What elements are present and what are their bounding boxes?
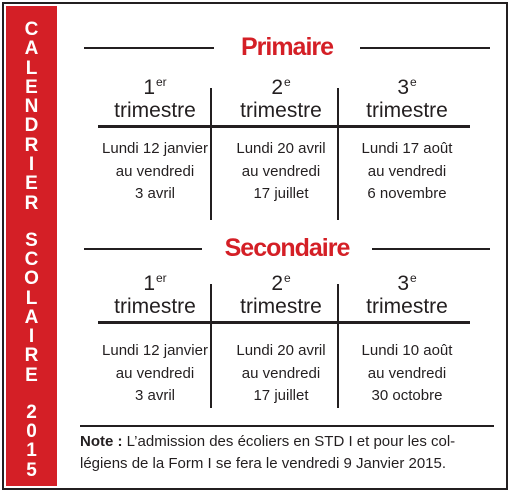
calendar-content [62,0,502,493]
sidebar-letter: I [28,154,35,176]
primaire-heading: Primaire [240,33,334,61]
sidebar-letter: E [25,364,38,386]
primaire-dates-1 [92,138,218,206]
note-label: Note : [80,433,123,450]
sidebar-letter: A [24,38,39,60]
date-line: 3 avril [134,185,175,202]
date-line: Lundi 12 janvier [102,342,208,359]
date-line: Lundi 17 août [361,140,453,157]
primaire-dates-2 [218,138,344,206]
sidebar-letter: E [25,173,38,195]
secondaire-rule-right [372,248,490,250]
sidebar-letter: 5 [26,459,37,481]
term-word: trimestre [366,295,448,318]
sidebar-letter: A [24,306,39,328]
term-number: 3e [397,75,417,99]
primaire-header-rule [98,125,470,128]
sidebar-letter: O [24,268,39,290]
note-line-2: légiens de la Form I se fera le vendredi 9 Janvier 2015. [80,455,447,472]
date-line: Lundi 12 janvier [102,140,208,157]
date-line: au vendredi [241,162,321,180]
sidebar-letter: R [24,134,39,156]
date-line: 17 juillet [253,185,309,202]
sidebar-letter: C [24,19,39,40]
secondaire-dates-3 [344,340,470,408]
secondaire-term-1 [92,271,218,318]
primaire-dates-3 [344,138,470,206]
secondaire-header-rule [98,321,470,324]
note-line-1 [80,431,500,453]
primaire-term-1 [92,75,218,122]
sidebar-title [6,20,57,480]
sidebar-letter: 0 [26,421,37,443]
secondaire-dates-1 [92,340,218,408]
term-word: trimestre [114,295,196,318]
term-number: 2e [271,271,291,295]
sidebar-letter [6,385,57,403]
secondaire-heading: Secondaire [224,234,350,262]
sidebar-letter [6,213,57,231]
date-line: 3 avril [134,387,175,404]
sidebar-letter: R [24,192,39,214]
secondaire-term-3 [344,271,470,318]
term-word: trimestre [240,295,322,318]
term-word: trimestre [366,99,448,122]
secondaire-header [84,233,490,263]
date-line: au vendredi [367,162,447,180]
date-line: 30 octobre [371,387,443,404]
primaire-header [84,32,490,62]
term-number: 3e [397,271,417,295]
date-line: Lundi 20 avril [236,140,326,157]
secondaire-dates-2 [218,340,344,408]
sidebar-letter: L [25,57,38,79]
sidebar-letter: 2 [26,401,37,423]
date-line: au vendredi [241,364,321,382]
secondaire-grid [92,271,470,424]
sidebar-letter: D [24,115,39,137]
sidebar-letter: L [25,287,38,309]
primaire-term-2 [218,75,344,122]
term-word: trimestre [114,99,196,122]
sidebar-letter: I [28,326,35,348]
date-line: Lundi 10 août [361,342,453,359]
sidebar-letter: C [24,249,39,270]
date-line: au vendredi [115,162,195,180]
date-line: au vendredi [367,364,447,382]
sidebar-letter: 1 [26,440,37,462]
admission-note [80,431,500,475]
sidebar-banner [6,6,57,486]
sidebar-letter: E [25,76,38,98]
term-number: 2e [271,75,291,99]
date-line: 17 juillet [253,387,309,404]
note-separator [80,425,494,427]
sidebar-letter: R [24,345,39,367]
sidebar-letter: S [25,229,38,251]
date-line: 6 novembre [367,185,447,202]
date-line: au vendredi [115,364,195,382]
secondaire-term-2 [218,271,344,318]
term-number: 1er [143,271,167,295]
primaire-grid [92,75,470,228]
term-word: trimestre [240,99,322,122]
note-text: L’admission des écoliers en STD I et pour les col- [126,433,456,450]
primaire-rule-right [360,47,490,49]
primaire-term-3 [344,75,470,122]
date-line: Lundi 20 avril [236,342,326,359]
sidebar-letter: N [24,96,39,118]
term-number: 1er [143,75,167,99]
